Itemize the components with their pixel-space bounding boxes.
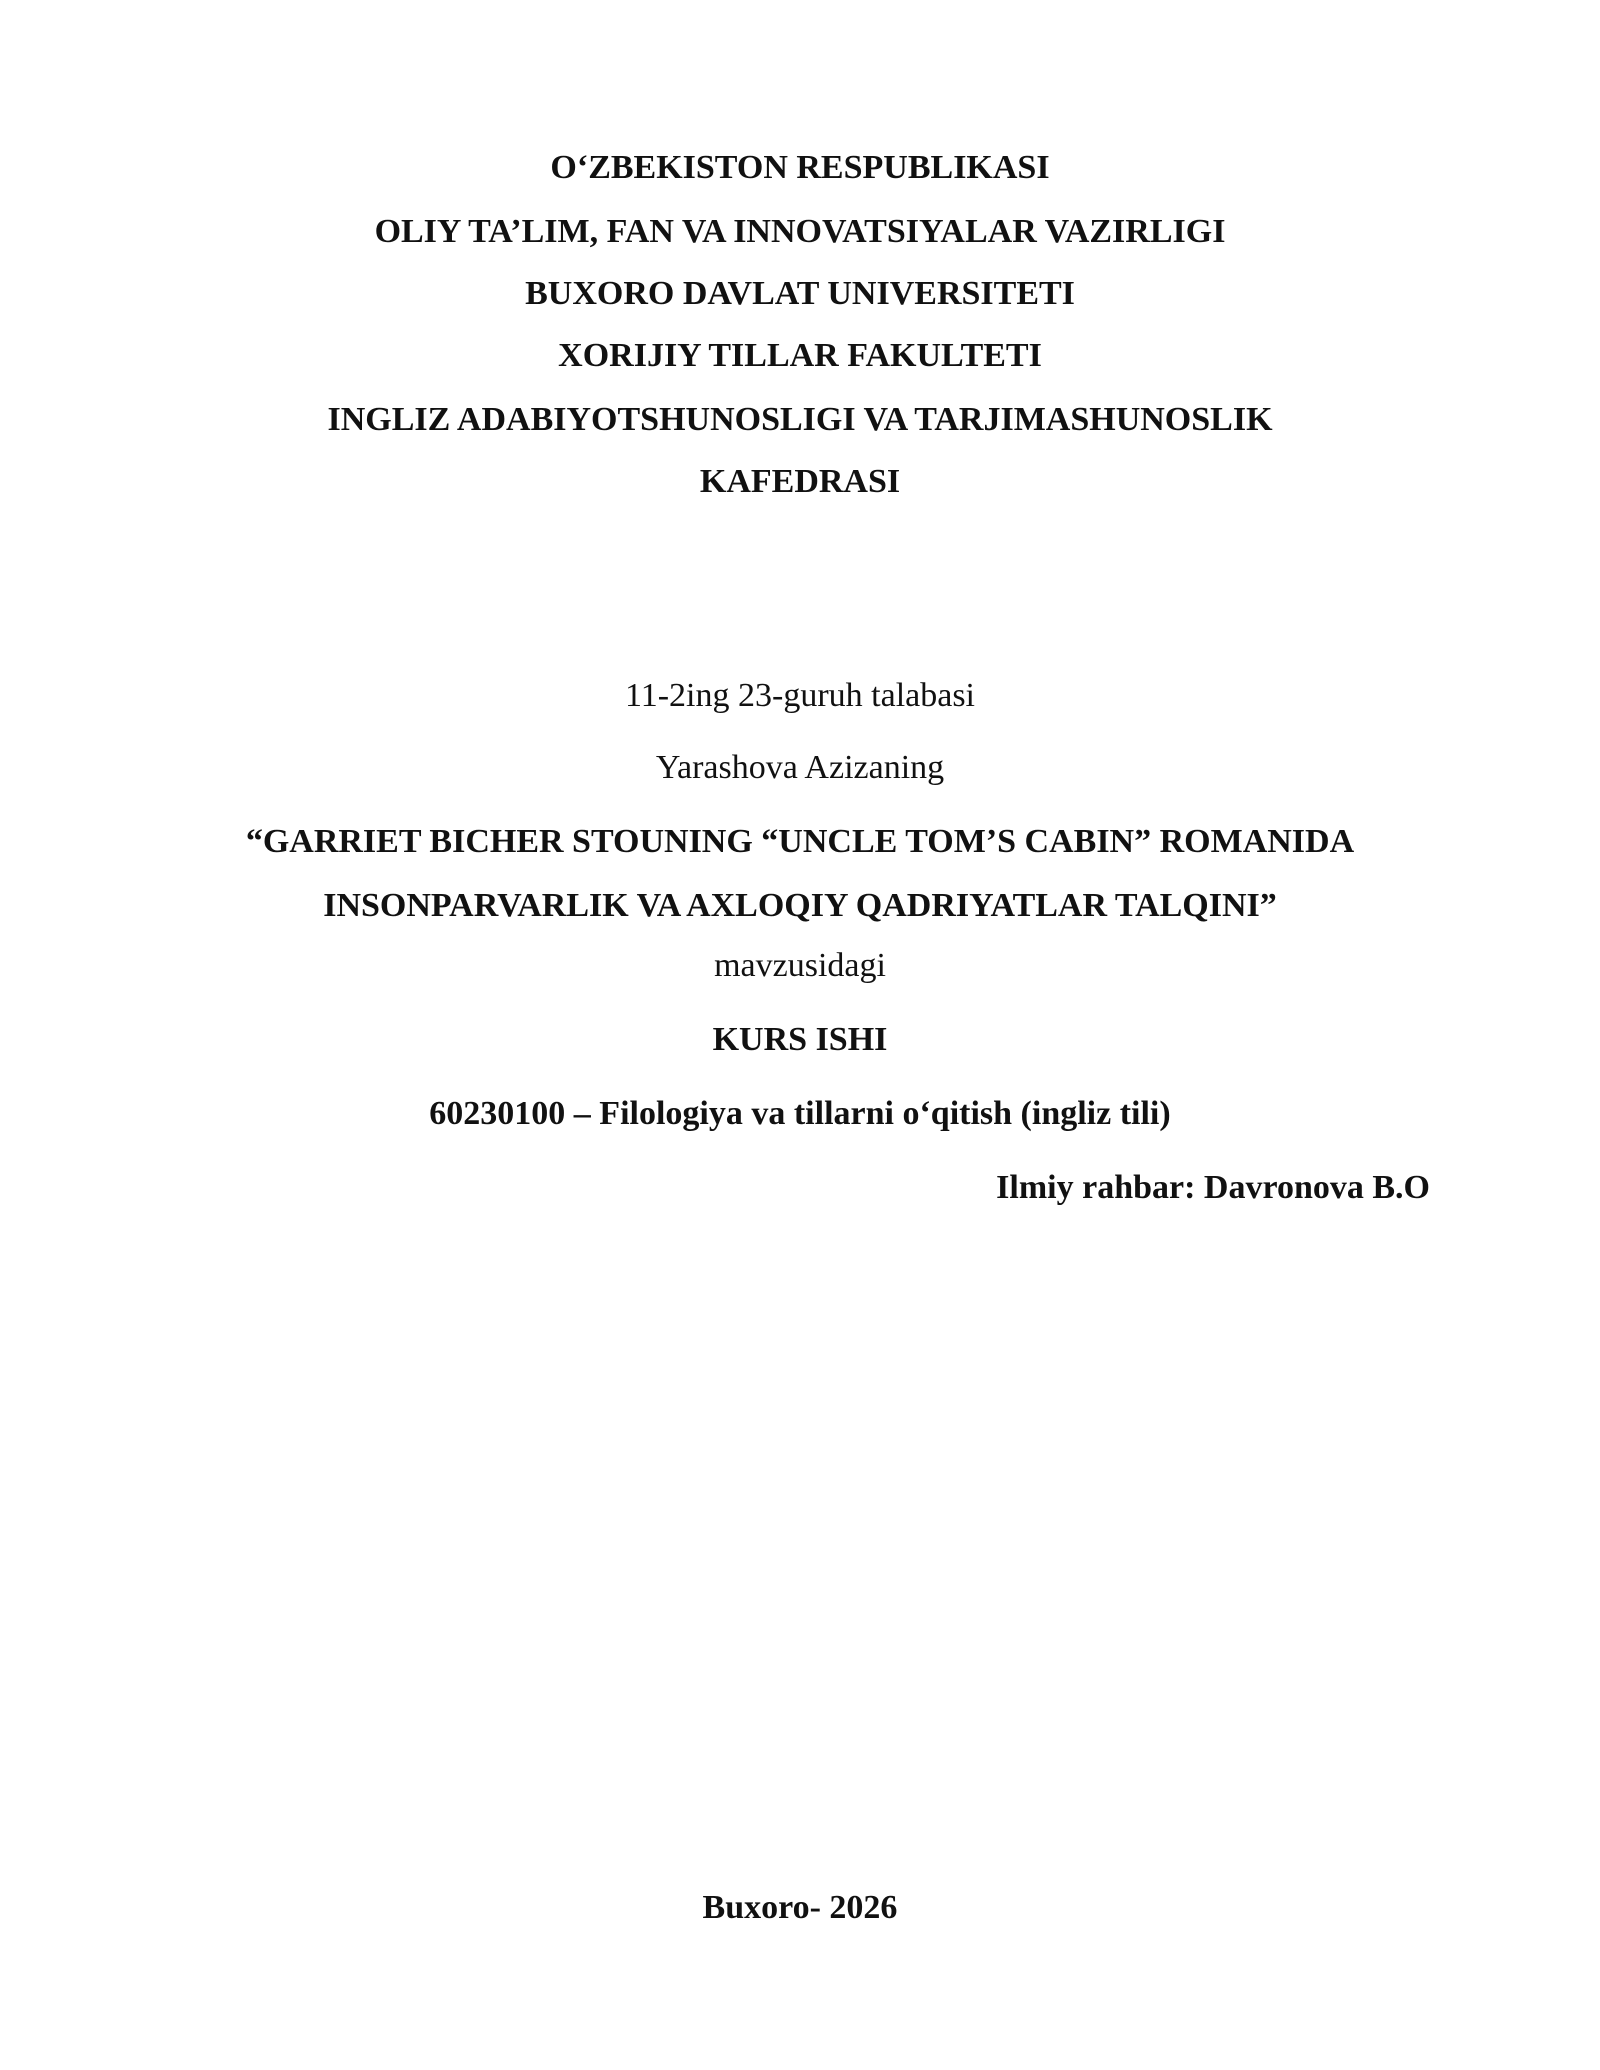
specialty-text: 60230100 – Filologiya va tillarni o‘qitish (ingliz tili)	[429, 1095, 1171, 1132]
faculty-name: XORIJIY TILLAR FAKULTETI	[558, 337, 1042, 374]
department-suffix: KAFEDRASI	[699, 463, 901, 500]
student-name: Yarashova Azizaning	[655, 749, 945, 786]
ministry-name: OLIY TA’LIM, FAN VA INNOVATSIYALAR VAZIRLIGI	[374, 213, 1226, 250]
city-year: Buxoro- 2026	[702, 1889, 898, 1926]
scientific-advisor: Ilmiy rahbar: Davronova B.O	[996, 1169, 1430, 1206]
department-name: INGLIZ ADABIYOTSHUNOSLIGI VA TARJIMASHUNOSLIK	[327, 401, 1273, 438]
specialty	[0, 1094, 1600, 1134]
work-type: KURS ISHI	[712, 1021, 888, 1058]
university-name: BUXORO DAVLAT UNIVERSITETI	[525, 275, 1075, 312]
topic-title-line1: “GARRIET BICHER STOUNING “UNCLE TOM’S CABIN” ROMANIDA	[245, 823, 1355, 860]
topic-suffix: mavzusidagi	[714, 947, 886, 984]
student-group: 11-2ing 23-guruh talabasi	[625, 677, 975, 714]
ministry-country: O‘ZBEKISTON RESPUBLIKASI	[550, 149, 1050, 186]
topic-title-line2: INSONPARVARLIK VA AXLOQIY QADRIYATLAR TALQINI”	[323, 887, 1277, 924]
